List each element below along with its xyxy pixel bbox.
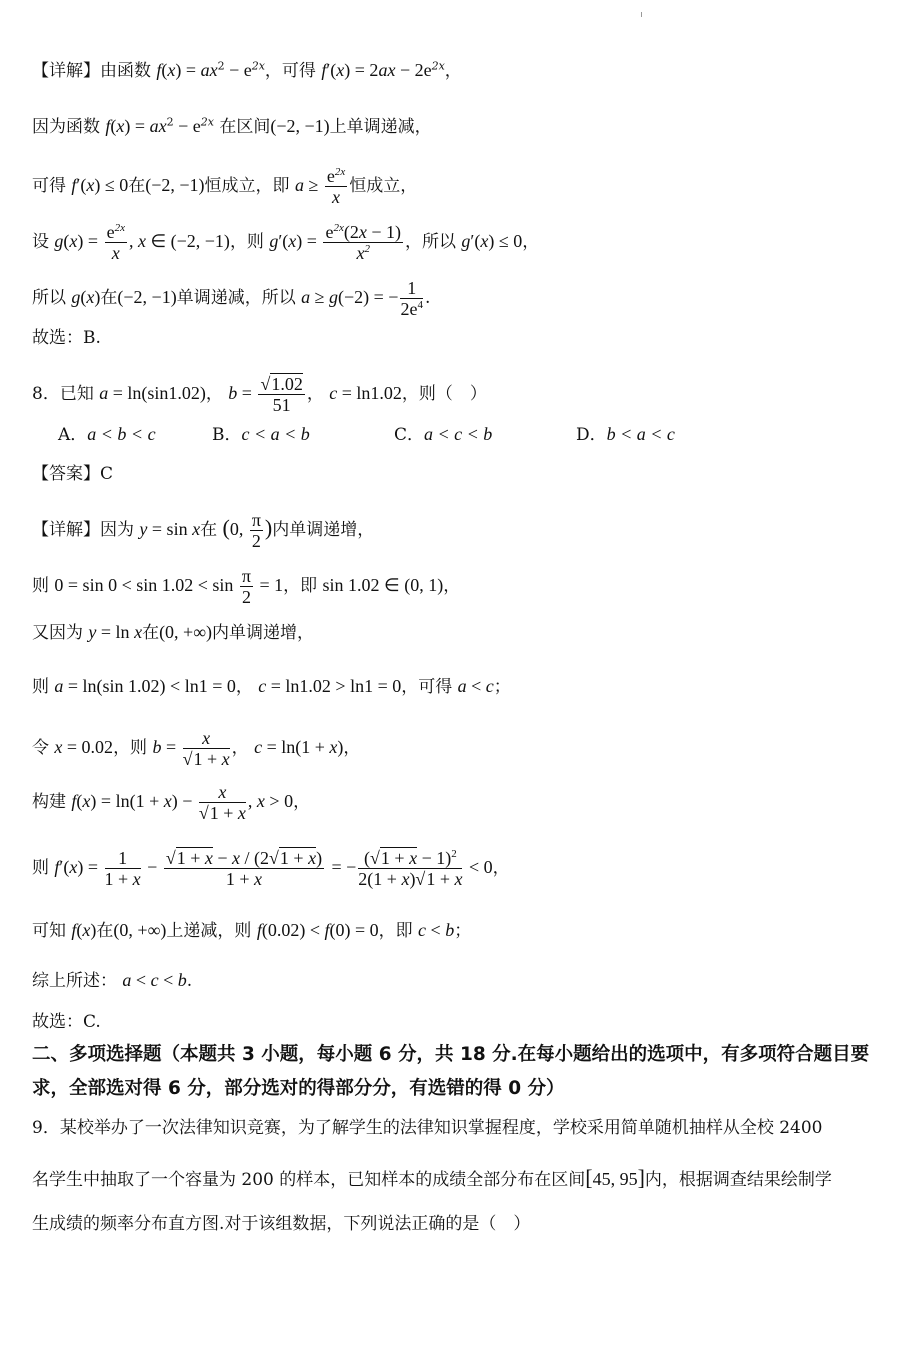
q8-step-5: 令 x = 0.02，则 b = $\frac{x}{√1 + x}$ ， c = ln(1 + x)， bbox=[32, 728, 361, 769]
q8-option-a[interactable]: A．a < b < c bbox=[58, 424, 156, 445]
q9-line-3: 生成绩的频率分布直方图.对于该组数据，下列说法正确的是（ ） bbox=[32, 1214, 531, 1234]
q8-step-1: 【详解】因为 y = sin x在 (0, $\frac{\pi}{2}$ )内单调递增， bbox=[32, 510, 375, 551]
q8-step-8: 可知 f(x)在(0, +∞)上递减，则 f(0.02) < f(0) = 0，即 c < b； bbox=[32, 920, 472, 941]
q8-step-3: 又因为 y = ln x在(0, +∞)内单调递增， bbox=[32, 622, 315, 643]
q8-stem: 8．已知 a = ln(sin1.02)， b = $\frac{√1.02}{51}$ ， c = ln1.02，则（ ） bbox=[32, 374, 487, 415]
prev-line-3: 可得 f′(x) ≤ 0在(−2, −1)恒成立，即 a ≥ $\frac{e^{2x}}{x}$ 恒成立， bbox=[32, 166, 418, 207]
page-mark bbox=[641, 12, 642, 17]
q9-line-1: 9．某校举办了一次法律知识竞赛，为了解学生的法律知识掌握程度，学校采用简单随机抽样从全校 2400 bbox=[32, 1118, 823, 1138]
q8-option-d[interactable]: D．b < a < c bbox=[576, 424, 675, 445]
q8-choose: 故选：C. bbox=[32, 1012, 101, 1032]
prev-line-5: 所以 g(x)在(−2, −1)单调递减，所以 a ≥ g(−2) = − $\frac{1}{2e^4}$ . bbox=[32, 278, 431, 319]
q8-option-b[interactable]: B．c < a < b bbox=[212, 424, 310, 445]
prev-line-4: 设 g(x) = $\frac{e^{2x}}{x}$ , x ∈ (−2, −1)，则 g′(x) = $\frac{e^{2x}(2x - 1)}{x^2}$ ，所以 g′(x) ≤ 0， bbox=[32, 222, 540, 263]
q8-option-c[interactable]: C．a < c < b bbox=[394, 424, 493, 445]
q8-step-2: 则 0 = sin 0 < sin 1.02 < sin $\frac{\pi}{2}$ = 1，即 sin 1.02 ∈ (0, 1)， bbox=[32, 566, 461, 607]
prev-line-2: 因为函数 $f(x) = ax^2 - e^{2x}$ 在区间(−2, −1)上单调递减， bbox=[32, 115, 432, 137]
prev-choose: 故选：B. bbox=[32, 328, 101, 348]
q8-step-7: 则 f′(x) = $\frac{1}{1 + x}$ − $\frac{√1 + x - x / (2√1 + x)}{1 + x}$ = − $\frac{(√1 + x - 1)^2}{2(1 + x)√1 + x}$ < 0， bbox=[32, 848, 510, 889]
q8-step-6: 构建 f(x) = ln(1 + x) − $\frac{x}{√1 + x}$ , x > 0， bbox=[32, 782, 311, 823]
q9-line-2: 名学生中抽取了一个容量为 200 的样本，已知样本的成绩全部分布在区间[45, 95]内，根据调查结果绘制学 bbox=[32, 1165, 832, 1190]
prev-line-1: 【详解】由函数 $f(x) = ax^2 - e^{2x}$，可得 $f'(x) = 2ax - 2e^{2x}$， bbox=[32, 59, 462, 81]
detail-label: 【详解】 bbox=[32, 61, 100, 81]
q8-summary: 综上所述： a < c < b. bbox=[32, 970, 193, 991]
q8-step-4: 则 a = ln(sin 1.02) < ln1 = 0， c = ln1.02 > ln1 = 0，可得 a < c； bbox=[32, 676, 511, 697]
q8-answer: 【答案】C bbox=[32, 464, 114, 484]
section-2-heading: 二、多项选择题（本题共 3 小题，每小题 6 分，共 18 分.在每小题给出的选项中，有多项符合题目要求，全部选对得 6 分，部分选对的得部分分，有选错的得 0 分） bbox=[32, 1044, 870, 1099]
